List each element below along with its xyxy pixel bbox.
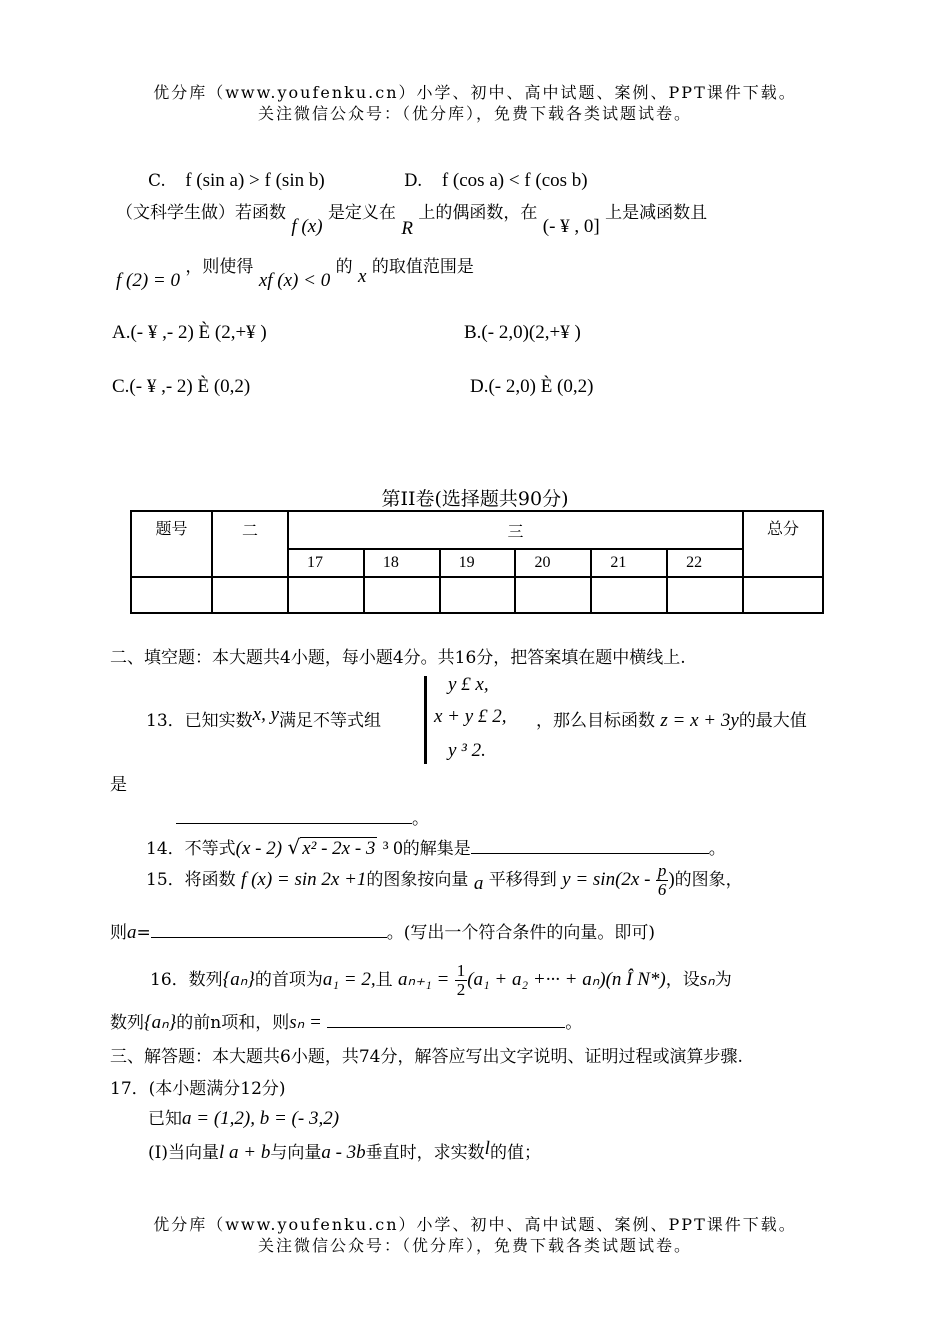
q12-R: R: [401, 218, 413, 239]
score-cell-empty: [364, 577, 440, 613]
q16-text: 数列: [110, 1013, 144, 1033]
q14-end: 。: [708, 839, 726, 859]
option-c-label: C.: [148, 171, 166, 191]
q13-text-shi: 是: [110, 775, 127, 795]
q16-seq: {aₙ}: [144, 1012, 177, 1033]
q15-text: 15．将函数: [146, 869, 236, 890]
q16-end: 。: [565, 1013, 583, 1033]
score-col-san: 三: [288, 511, 743, 549]
q12-interval: (- ¥ , 0]: [542, 216, 600, 237]
q17-text: 与向量: [270, 1143, 322, 1163]
score-subcol-20: 20: [515, 549, 591, 577]
q14-text: 14．不等式: [146, 839, 236, 859]
q13-system-line2: x + y £ 2,: [434, 706, 507, 727]
q13-text: ，那么目标函数: [536, 711, 655, 731]
sqrt-icon: √: [287, 835, 301, 859]
q17-expr: l a + b: [218, 1142, 271, 1163]
q13-text: 13．已知实数: [146, 711, 253, 731]
option-c: [148, 170, 325, 192]
q16-recurrence: (a₁ + a₂ +··· + aₙ)(n Î N*): [467, 968, 666, 990]
score-subcol-21: 21: [591, 549, 667, 577]
score-col-er: 二: [212, 511, 288, 577]
q16-text: 为: [714, 969, 732, 990]
q14-line: [146, 834, 726, 860]
q15-line1: [146, 862, 743, 899]
q12-option-c: C.(- ¥ ,- 2) È (0,2): [112, 376, 251, 397]
q12-text: 上是减函数且: [605, 203, 708, 223]
q16-text: ，设: [665, 969, 700, 990]
q15-frac-den: 6: [657, 879, 667, 899]
score-cell-empty: [667, 577, 743, 613]
score-cell-empty: [440, 577, 516, 613]
score-col-total: 总分: [743, 511, 823, 577]
q13-line1-right: [536, 706, 807, 732]
q15-answer-blank[interactable]: [151, 921, 387, 938]
q16-text: 16．数列: [150, 969, 223, 990]
q16-text: 的前n项和，则: [176, 1013, 290, 1033]
score-col-tihao: 题号: [131, 511, 212, 577]
q17-given-expr: a = (1,2), b = (- 3,2): [182, 1108, 340, 1129]
q17-text: 垂直时，求实数: [365, 1143, 485, 1163]
q15-target: ): [668, 868, 675, 890]
q15-text: 的图象，: [674, 869, 743, 890]
footer-line-2: 关注微信公众号：（优分库），免费下载各类试题试卷。: [257, 1236, 692, 1255]
q15-text: 则: [110, 923, 127, 943]
q13-line1-left: [146, 706, 381, 732]
q15-text: 的图象按向量: [366, 869, 469, 890]
q13-system-line3: y ³ 2.: [448, 740, 486, 761]
q15-target: y = sin(2x -: [562, 868, 651, 890]
q17-lambda: l: [484, 1138, 490, 1159]
q12-option-d: D.(- 2,0) È (0,2): [470, 376, 594, 397]
score-cell-empty: [288, 577, 364, 613]
q16-line2: [110, 1008, 582, 1034]
q16-seq: {aₙ}: [222, 968, 255, 990]
q12-text: 的: [335, 257, 353, 277]
q12-line1: [116, 198, 708, 239]
q16-a1: a₁ = 2,: [322, 968, 376, 990]
q14-answer-blank[interactable]: [471, 837, 709, 854]
q15-vector: a: [473, 872, 484, 894]
option-d-expr: f (cos a) < f (cos b): [441, 170, 588, 191]
footer-line-1: 优分库（www.youfenku.cn）小学、初中、高中试题、案例、PPT课件下载。: [153, 1215, 797, 1234]
q12-text: 是定义在: [327, 203, 396, 223]
q17-title: 17．(本小题满分12分): [110, 1079, 286, 1099]
q12-fx: f (x): [291, 216, 323, 237]
q15-frac-num: p: [657, 861, 667, 880]
score-subcol-22: 22: [667, 549, 743, 577]
q13-text: 的最大值: [738, 711, 807, 731]
q12-ineq: xf (x) < 0: [258, 270, 331, 291]
q17-given: [148, 1104, 339, 1130]
q13-text: 满足不等式组: [279, 711, 382, 731]
part2-title: 第II卷(选择题共90分): [381, 488, 569, 510]
q17-text: 已知: [148, 1109, 182, 1129]
q15-function: f (x) = sin 2x +1: [241, 868, 367, 890]
q17-expr: a - 3b: [321, 1142, 366, 1163]
q14-radicand: x² - 2x - 3: [302, 838, 376, 859]
q12-text: 的取值范围是: [371, 257, 474, 277]
q13-objective: z = x + 3y: [660, 710, 739, 731]
q15-text: =: [136, 923, 151, 943]
system-brace: [424, 676, 433, 764]
q15-text: 平移得到: [488, 869, 557, 890]
option-c-expr: f (sin a) > f (sin b): [185, 170, 325, 191]
score-table: [130, 510, 824, 614]
q17-part1: [148, 1138, 541, 1164]
q15-text: 。(写出一个符合条件的向量。即可): [386, 923, 656, 943]
q16-sn: sₙ: [699, 968, 715, 990]
score-cell-empty: [131, 577, 212, 613]
option-d: [404, 170, 588, 192]
q13-vars: x, y: [252, 704, 280, 725]
q12-cond: f (2) = 0: [116, 270, 181, 291]
q15-line2: [110, 918, 655, 944]
q16-sn: sₙ =: [289, 1012, 322, 1033]
header-line-1: 优分库（www.youfenku.cn）小学、初中、高中试题、案例、PPT课件下载。: [153, 83, 797, 102]
q16-text: 的首项为: [254, 969, 323, 990]
q16-frac-den: 2: [456, 979, 466, 999]
header-line-2: 关注微信公众号：（优分库），免费下载各类试题试卷。: [257, 104, 692, 123]
q14-expr: ³ 0: [382, 838, 403, 859]
score-cell-empty: [212, 577, 288, 613]
q12-line2: [116, 252, 474, 291]
score-subcol-18: 18: [364, 549, 440, 577]
q16-line1: [150, 962, 732, 999]
score-subcol-19: 19: [440, 549, 516, 577]
section2-heading: 二、填空题：本大题共4小题，每小题4分。共16分，把答案填在题中横线上.: [110, 648, 686, 668]
q14-expr: (x - 2): [235, 838, 283, 859]
q13-end: 。: [412, 809, 429, 829]
q13-answer-blank[interactable]: [176, 807, 412, 824]
q13-answer: [176, 804, 429, 829]
score-cell-empty: [743, 577, 823, 613]
q12-text: 上的偶函数，在: [418, 203, 538, 223]
q17-text: (I)当向量: [148, 1143, 219, 1163]
q12-option-b: B.(- 2,0)(2,+¥ ): [464, 322, 581, 343]
q16-frac-num: 1: [456, 961, 466, 980]
q12-x: x: [358, 266, 367, 287]
q12-option-a: A.(- ¥ ,- 2) È (2,+¥ ): [112, 322, 267, 343]
q14-text: 的解集是: [402, 839, 471, 859]
q12-text: ，则使得: [185, 257, 254, 277]
q16-answer-blank[interactable]: [327, 1011, 565, 1028]
option-d-label: D.: [404, 171, 423, 191]
q16-text: 且: [375, 969, 393, 990]
q15-vector: a: [127, 922, 137, 943]
score-subcol-17: 17: [288, 549, 364, 577]
q12-text: （文科学生做）若函数: [116, 203, 286, 223]
q13-system-line1: y £ x,: [448, 674, 489, 695]
section3-heading: 三、解答题：本大题共6小题，共74分，解答应写出文字说明、证明过程或演算步骤.: [110, 1047, 743, 1067]
q16-recurrence: aₙ₊₁ =: [398, 968, 450, 990]
q17-text: 的值；: [489, 1143, 541, 1163]
q15-fraction: [656, 862, 669, 899]
score-cell-empty: [515, 577, 591, 613]
q16-fraction: [455, 962, 468, 999]
score-cell-empty: [591, 577, 667, 613]
